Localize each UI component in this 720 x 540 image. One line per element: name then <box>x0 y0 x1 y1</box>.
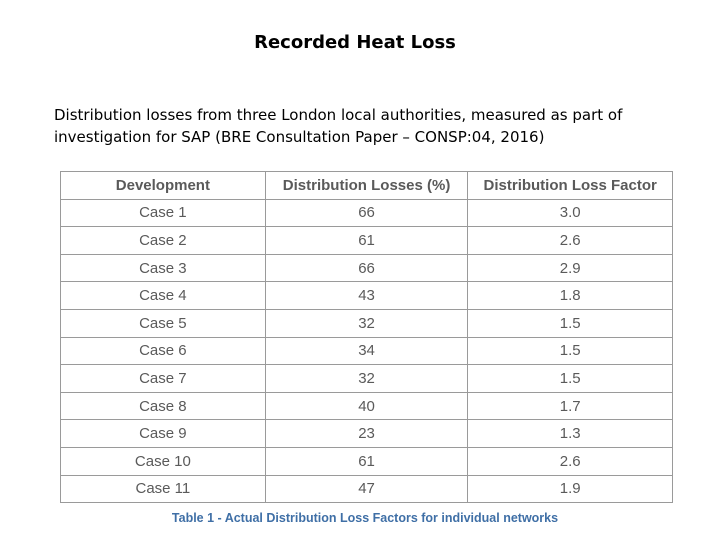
cell-distribution-loss-factor: 1.8 <box>468 282 673 310</box>
cell-distribution-loss-factor: 1.9 <box>468 475 673 503</box>
intro-paragraph <box>54 104 674 148</box>
page-title: Recorded Heat Loss <box>254 32 456 53</box>
cell-distribution-losses: 66 <box>265 199 468 227</box>
cell-development: Case 4 <box>61 282 266 310</box>
cell-distribution-losses: 40 <box>265 392 468 420</box>
cell-distribution-loss-factor: 2.6 <box>468 447 673 475</box>
cell-development: Case 8 <box>61 392 266 420</box>
table-caption: Table 1 - Actual Distribution Loss Factors for individual networks <box>171 511 559 525</box>
cell-distribution-losses: 43 <box>265 282 468 310</box>
cell-development: Case 10 <box>61 447 266 475</box>
table-row <box>61 282 673 310</box>
table-row <box>61 420 673 448</box>
cell-distribution-loss-factor: 1.5 <box>468 365 673 393</box>
cell-distribution-loss-factor: 3.0 <box>468 199 673 227</box>
cell-development: Case 1 <box>61 199 266 227</box>
column-header-distribution-loss-factor: Distribution Loss Factor <box>468 172 673 200</box>
column-header-development: Development <box>61 172 266 200</box>
cell-distribution-losses: 23 <box>265 420 468 448</box>
column-header-distribution-losses: Distribution Losses (%) <box>265 172 468 200</box>
cell-distribution-losses: 32 <box>265 365 468 393</box>
cell-development: Case 5 <box>61 309 266 337</box>
cell-distribution-losses: 66 <box>265 254 468 282</box>
cell-distribution-loss-factor: 1.5 <box>468 309 673 337</box>
cell-distribution-loss-factor: 1.5 <box>468 337 673 365</box>
cell-development: Case 9 <box>61 420 266 448</box>
cell-development: Case 7 <box>61 365 266 393</box>
cell-distribution-loss-factor: 2.6 <box>468 227 673 255</box>
intro-line-2: investigation for SAP (BRE Consultation Paper – CONSP:04, 2016) <box>54 128 545 146</box>
table-row <box>61 309 673 337</box>
cell-distribution-loss-factor: 1.3 <box>468 420 673 448</box>
table-row <box>61 337 673 365</box>
table-row <box>61 447 673 475</box>
intro-line-1: Distribution losses from three London local authorities, measured as part of <box>54 106 623 124</box>
cell-development: Case 11 <box>61 475 266 503</box>
cell-distribution-loss-factor: 2.9 <box>468 254 673 282</box>
distribution-loss-table <box>60 171 673 503</box>
table-row <box>61 365 673 393</box>
table-row <box>61 392 673 420</box>
table-row <box>61 199 673 227</box>
cell-distribution-losses: 34 <box>265 337 468 365</box>
table-header-row <box>61 172 673 200</box>
table-row <box>61 475 673 503</box>
table-row <box>61 254 673 282</box>
cell-distribution-losses: 47 <box>265 475 468 503</box>
table-row <box>61 227 673 255</box>
cell-development: Case 2 <box>61 227 266 255</box>
cell-distribution-losses: 61 <box>265 227 468 255</box>
cell-development: Case 6 <box>61 337 266 365</box>
cell-distribution-losses: 61 <box>265 447 468 475</box>
cell-distribution-losses: 32 <box>265 309 468 337</box>
cell-development: Case 3 <box>61 254 266 282</box>
cell-distribution-loss-factor: 1.7 <box>468 392 673 420</box>
